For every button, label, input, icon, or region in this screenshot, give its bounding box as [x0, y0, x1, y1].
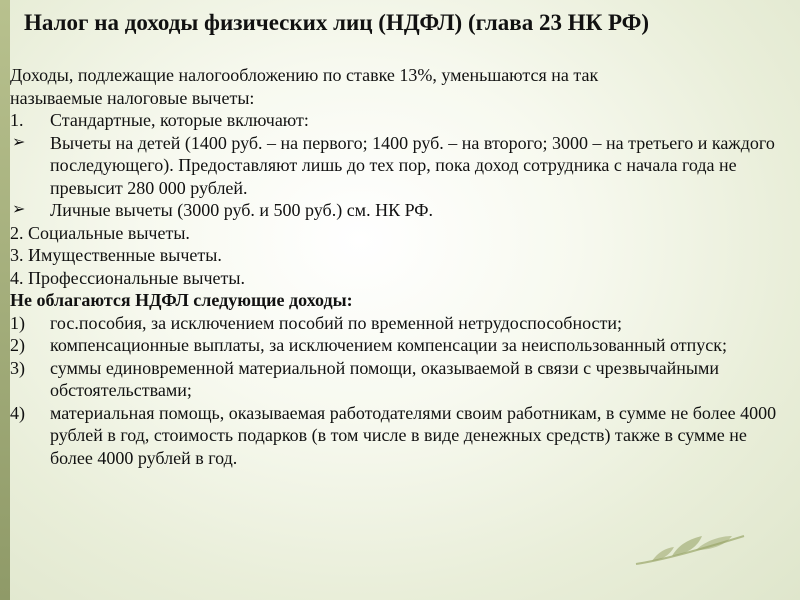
exempt-heading: Не облагаются НДФЛ следующие доходы: [10, 290, 353, 310]
deduction-item-professional: 4. Профессиональные вычеты. [10, 267, 245, 288]
intro-line: называемые налоговые вычеты: [10, 87, 255, 108]
arrow-bullet-icon: ➢ [12, 133, 26, 151]
list-text: Стандартные, которые включают: [50, 110, 309, 130]
arrow-bullet-icon: ➢ [12, 201, 26, 218]
deduction-sub-children [10, 132, 790, 200]
list-number: 4) [10, 402, 25, 423]
deduction-item-property: 3. Имущественные вычеты. [10, 245, 222, 265]
exempt-item [10, 357, 790, 402]
list-number: 2) [10, 335, 25, 355]
list-text: Вычеты на детей (1400 руб. – на первого; 1400 руб. – на второго; 3000 – на третьего и каждого последующего). Предоставляют лишь до тех пор, пока доход сотрудника с начала года не превысит 280 000 рублей. [50, 132, 775, 198]
list-text: компенсационные выплаты, за исключением компенсации за неиспользованный отпуск; [50, 335, 727, 355]
slide-content [10, 64, 790, 469]
deduction-sub-personal [10, 199, 790, 222]
left-accent-bar [0, 0, 10, 600]
exempt-item [10, 402, 790, 470]
list-text: суммы единовременной материальной помощи, оказываемой в связи с чрезвычайными обстоятельствами; [50, 357, 719, 400]
list-number: 1. [10, 110, 24, 130]
leaf-decoration-icon [632, 530, 752, 570]
intro-line: Доходы, подлежащие налогообложению по ставке 13%, уменьшаются на так [10, 65, 599, 85]
list-number: 3) [10, 357, 25, 378]
list-text: Личные вычеты (3000 руб. и 500 руб.) см. НК РФ. [50, 200, 434, 220]
slide-title: Налог на доходы физических лиц (НДФЛ) (глава 23 НК РФ) [24, 10, 650, 35]
deduction-item-social: 2. Социальные вычеты. [10, 222, 190, 243]
list-number: 1) [10, 312, 25, 333]
exempt-item [10, 334, 790, 357]
deduction-item-standard [10, 109, 790, 132]
list-text: материальная помощь, оказываемая работодателями своим работникам, в сумме не более 4000 рублей в год, стоимость подарков (в том числе в виде денежных средств) также в сумме не более 4000 рублей в год. [50, 402, 777, 468]
exempt-item [10, 312, 790, 335]
list-text: гос.пособия, за исключением пособий по временной нетрудоспособности; [50, 312, 623, 333]
